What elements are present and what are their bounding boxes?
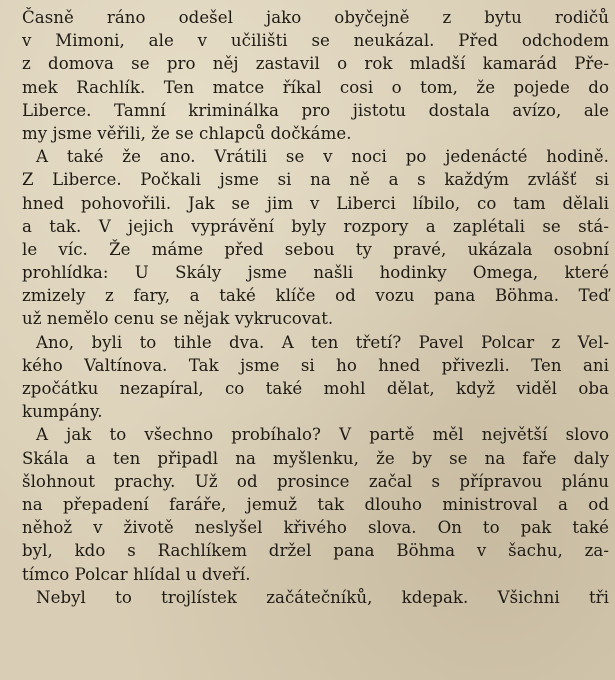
text-line: my jsme věřili, že se chlapců dočkáme. <box>22 123 352 143</box>
text-line: mek Rachlík. Ten matce říkal cosi o tom, že pojede do <box>22 77 609 97</box>
text-line: zmizely z fary, a také klíče od vozu pana Böhma. Teď <box>22 286 609 306</box>
text-line: Ano, byli to tihle dva. A ten třetí? Pavel Polcar z Vel- <box>36 332 609 352</box>
text-line: něhož v životě neslyšel křivého slova. On to pak také <box>22 518 609 538</box>
text-line: Časně ráno odešel jako obyčejně z bytu rodičů <box>22 8 609 27</box>
text-line: A také že ano. Vrátili se v noci po jedenácté hodině. <box>36 147 609 167</box>
text-line: Skála a ten připadl na myšlenku, že by se na faře daly <box>22 448 609 468</box>
text-line: A jak to všechno probíhalo? V partě měl největší slovo <box>36 425 609 445</box>
text-line: šlohnout prachy. Už od prosince začal s přípravou plánu <box>22 471 609 491</box>
text-line: zpočátku nezapíral, co také mohl dělat, když viděl oba <box>22 379 609 398</box>
text-line: z domova se pro něj zastavil o rok mladší kamarád Pře- <box>22 54 609 74</box>
text-line: prohlídka: U Skály jsme našli hodinky Omega, které <box>22 263 609 283</box>
text-line: už nemělo cenu se nějak vykrucovat. <box>22 309 334 329</box>
text-line: tímco Polcar hlídal u dveří. <box>22 564 251 584</box>
text-line: kého Valtínova. Tak jsme si ho hned přivezli. Ten ani <box>22 355 609 375</box>
text-line: na přepadení faráře, jemuž tak dlouho ministroval a od <box>22 494 609 514</box>
article-body <box>22 6 609 632</box>
text-line: v Mimoni, ale v učilišti se neukázal. Před odchodem <box>22 31 609 51</box>
text-line: byl, kdo s Rachlíkem držel pana Böhma v šachu, za- <box>22 541 609 561</box>
text-line: le víc. Že máme před sebou ty pravé, ukázala osobní <box>22 239 609 259</box>
text-line <box>22 609 609 632</box>
text-line: Z Liberce. Počkali jsme si na ně a s každým zvlášť si <box>22 170 609 190</box>
text-line: a tak. V jejich vyprávění byly rozpory a zaplétali se stá- <box>22 216 609 236</box>
text-line: Nebyl to trojlístek začátečníků, kdepak. Všichni tři <box>36 587 609 607</box>
text-line: hned pohovořili. Jak se jim v Liberci líbilo, co tam dělali <box>22 193 609 213</box>
text-line: kumpány. <box>22 402 103 422</box>
text-line: Liberce. Tamní kriminálka pro jistotu dostala avízo, ale <box>22 100 609 120</box>
